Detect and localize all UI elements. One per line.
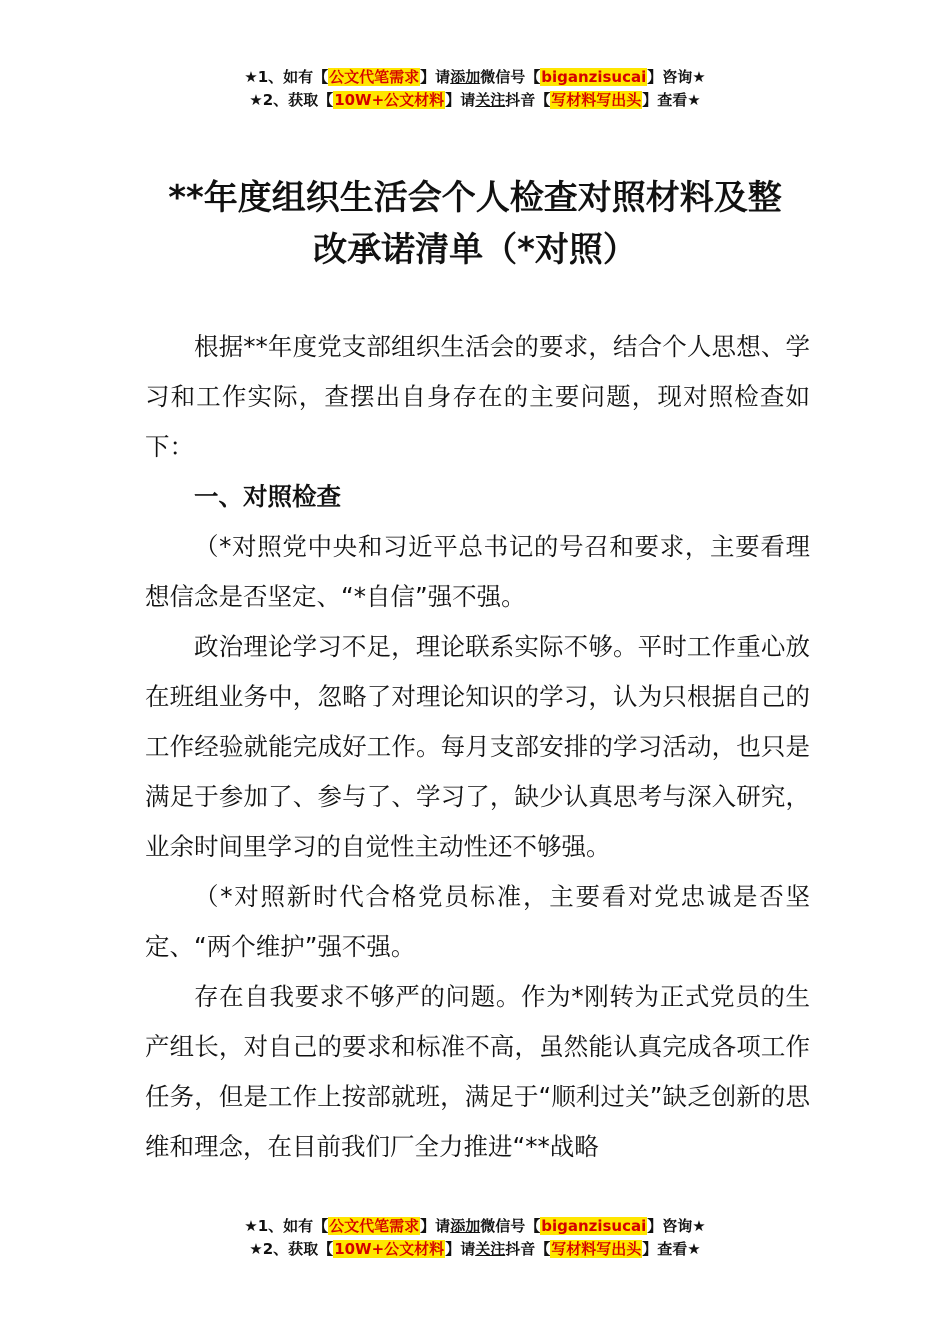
intro-paragraph: 根据**年度党支部组织生活会的要求，结合个人思想、学习和工作实际，查摆出自身存在的主要问题，现对照检查如下： <box>145 332 810 461</box>
document-title <box>100 172 850 276</box>
banner-text: 】查看★ <box>642 91 701 109</box>
banner-text: 】请 <box>420 68 451 86</box>
banner-text: 】咨询★ <box>647 1217 706 1235</box>
banner-highlight: biganzisucai <box>541 1217 647 1235</box>
banner-text: ★2、获取【 <box>249 91 334 109</box>
banner-highlight: 10W+公文材料 <box>334 91 445 109</box>
banner-text: 】请 <box>445 91 476 109</box>
banner-underline-text: 添加 <box>450 1217 481 1235</box>
banner-text: 】请 <box>445 1240 476 1258</box>
section-heading: 一、对照检查 <box>194 482 341 511</box>
banner-line-2 <box>0 1238 950 1261</box>
document-body <box>145 322 810 1172</box>
banner-text: ★1、如有【 <box>244 1217 329 1235</box>
banner-text: 抖音【 <box>505 91 551 109</box>
title-line-2: 改承诺清单（*对照） <box>313 230 637 270</box>
banner-text: 】查看★ <box>642 1240 701 1258</box>
banner-line-1 <box>0 1215 950 1238</box>
banner-text: ★2、获取【 <box>249 1240 334 1258</box>
banner-line-2 <box>0 89 950 112</box>
banner-highlight: 10W+公文材料 <box>334 1240 445 1258</box>
banner-highlight: 公文代笔需求 <box>329 1217 420 1235</box>
banner-highlight: 写材料写出头 <box>551 91 642 109</box>
banner-text: 微信号【 <box>480 68 541 86</box>
title-line-1: **年度组织生活会个人检查对照材料及整 <box>168 178 782 218</box>
banner-line-1 <box>0 66 950 89</box>
body-paragraph: （*对照新时代合格党员标准，主要看对党忠诚是否坚定、“两个维护”强不强。 <box>145 882 810 961</box>
banner-highlight: 写材料写出头 <box>551 1240 642 1258</box>
banner-highlight: biganzisucai <box>541 68 647 86</box>
banner-underline-text: 添加 <box>450 68 481 86</box>
body-paragraph: 存在自我要求不够严的问题。作为*刚转为正式党员的生产组长，对自己的要求和标准不高，虽然能认真完成各项工作任务，但是工作上按部就班，满足于“顺利过关”缺乏创新的思维和理念，在目前我们厂全力推进“**战略 <box>145 982 810 1161</box>
body-paragraph: 政治理论学习不足，理论联系实际不够。平时工作重心放在班组业务中，忽略了对理论知识的学习，认为只根据自己的工作经验就能完成好工作。每月支部安排的学习活动，也只是满足于参加了、参与了、学习了，缺少认真思考与深入研究，业余时间里学习的自觉性主动性还不够强。 <box>145 632 810 861</box>
banner-highlight: 公文代笔需求 <box>329 68 420 86</box>
banner-text: 抖音【 <box>505 1240 551 1258</box>
banner-text: ★1、如有【 <box>244 68 329 86</box>
footer-banner <box>0 1215 950 1261</box>
banner-text: 】咨询★ <box>647 68 706 86</box>
banner-underline-text: 关注 <box>475 1240 506 1258</box>
banner-text: 微信号【 <box>480 1217 541 1235</box>
banner-text: 】请 <box>420 1217 451 1235</box>
banner-underline-text: 关注 <box>475 91 506 109</box>
header-banner <box>0 66 950 112</box>
body-paragraph: （*对照党中央和习近平总书记的号召和要求，主要看理想信念是否坚定、“*自信”强不强。 <box>145 532 810 611</box>
